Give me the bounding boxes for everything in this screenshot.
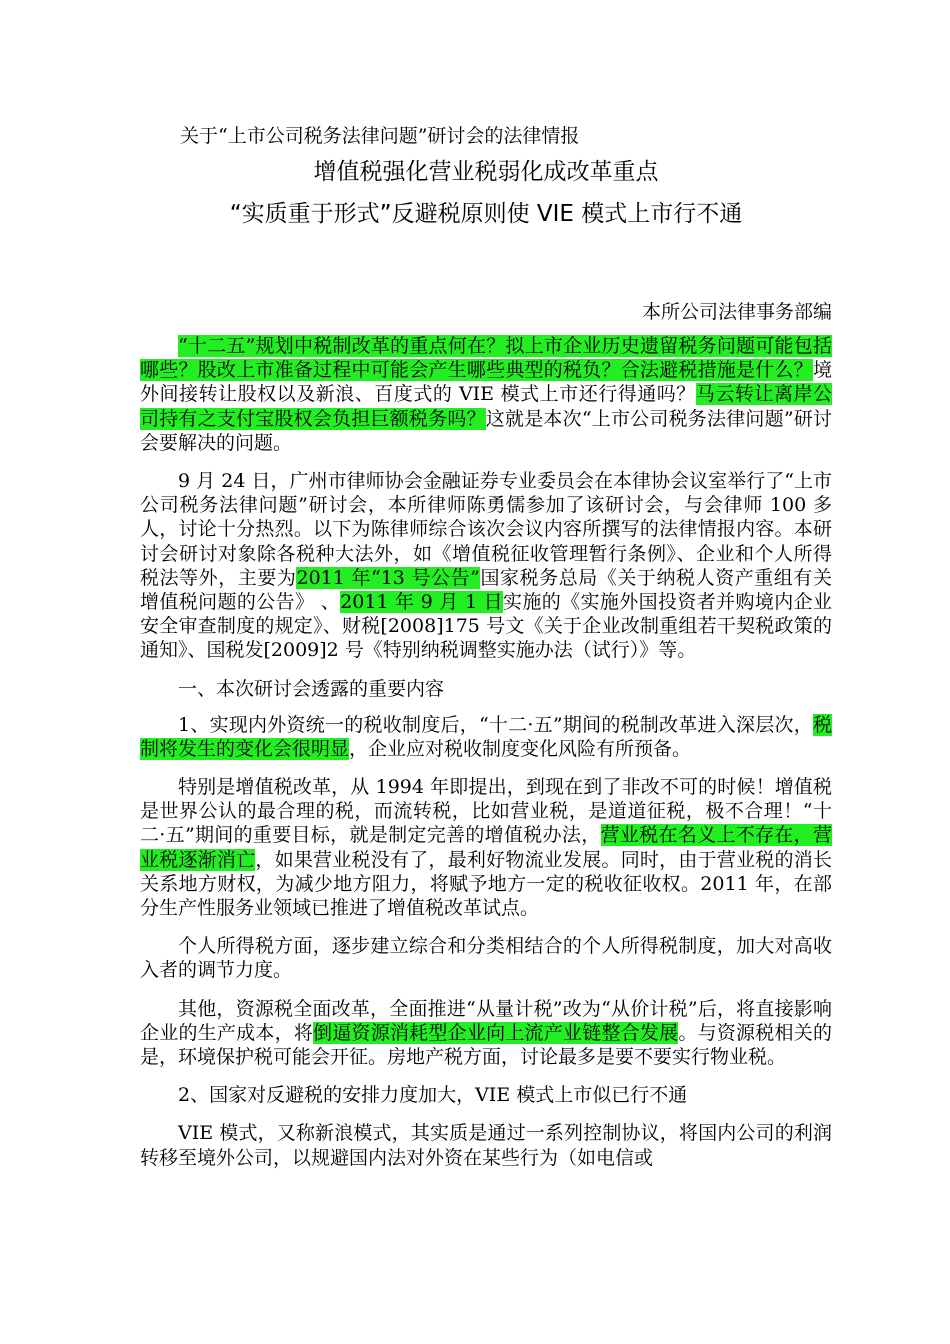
paragraph-background (140, 469, 832, 663)
text-run: 。与资源税相关的是，环境保护税可能会开征。房地产税方面，讨论最多是要不要实行物业税。 (140, 1021, 832, 1069)
text-run: 实施的《实施外国投资者并购境内企业安全审查制度的规定》、财税[2008]175 号文《关于企业改制重组若干契税政策的通知》、国税发[2009]2 号《特别纳税调整实施办法（试行）》等。 (140, 591, 832, 662)
paragraph-point-1 (140, 713, 832, 761)
byline: 本所公司法律事务部编 (641, 301, 832, 323)
paragraph-point-2: 2、国家对反避税的安排力度加大，VIE 模式上市似已行不通 (178, 1084, 688, 1107)
highlight: 2011 年 9 月 1 日 (340, 591, 503, 614)
text-run: ，企业应对税收制度变化风险有所预备。 (349, 737, 692, 760)
highlight: 2011 年“13 号公告” (296, 566, 480, 589)
highlight: 倒逼资源消耗型企业向上流产业链整合发展 (313, 1021, 679, 1044)
text-run: 境外间接转让股权以及新浪、百度式的 VIE 模式上市还行得通吗？ (140, 359, 832, 406)
main-title: 增值税强化营业税弱化成改革重点 (313, 159, 659, 185)
highlight: 税制将发生的变化会很明显 (140, 713, 832, 760)
text-run: 特别是增值税改革，从 1994 年即提出，到现在到了非改不可的时候！增值税是世界公认的最合理的税，而流转税，比如营业税，是道道征税，极不合理！“十二·五”期间的重要目标，就是制定完善的增值税办法， (140, 776, 832, 847)
text-run: 这就是本次“上市公司税务法律问题”研讨会要解决的问题。 (140, 407, 832, 454)
text-run: 1、实现内外资统一的税收制度后，“十二·五”期间的税制改革进入深层次， (178, 713, 813, 736)
intro-line: 关于“上市公司税务法律问题”研讨会的法律情报 (180, 125, 580, 147)
paragraph-vat-reform (140, 775, 832, 920)
highlight: 马云转让离岸公司持有之支付宝股权会负担巨额税务吗？ (140, 383, 832, 430)
document-body (140, 334, 832, 1184)
highlight: “十二五”规划中税制改革的重点何在？拟上市企业历史遗留税务问题可能包括哪些？股改上市准备过程中可能会产生哪些典型的税负？合法避税措施是什么？ (140, 335, 832, 382)
section-heading: 一、本次研讨会透露的重要内容 (178, 677, 445, 700)
text-run: 其他，资源税全面改革，全面推进“从量计税”改为“从价计税”后，将直接影响企业的生产成本，将 (140, 997, 832, 1044)
paragraph-income-tax: 个人所得税方面，逐步建立综合和分类相结合的个人所得税制度，加大对高收入者的调节力度。 (140, 935, 832, 982)
highlight: 营业税在名义上不存在，营业税逐渐消亡 (140, 824, 832, 871)
paragraph-vie: VIE 模式，又称新浪模式，其实质是通过一系列控制协议，将国内公司的利润转移至境外公司，以规避国内法对外资在某些行为（如电信或 (140, 1122, 832, 1169)
text-run: 国家税务总局《关于纳税人资产重组有关增值税问题的公告》 、 (140, 566, 832, 614)
paragraph-intro (140, 334, 832, 455)
paragraph-resource-tax (140, 997, 832, 1070)
text-run: 9 月 24 日，广州市律师协会金融证券专业委员会在本律协会议室举行了“上市公司税务法律问题”研讨会，本所律师陈勇儒参加了该研讨会，与会律师 100 多人，讨论十分热烈。以下为陈律师综合该次会议内容所撰写的法律情报内容。本研讨会研讨对象除各税种大法外，如《增值税征收管理暂行条例》、企业和个人所得税法等外，主要为 (140, 470, 832, 589)
sub-title: “实质重于形式”反避税原则使 VIE 模式上市行不通 (229, 201, 743, 227)
text-run: ，如果营业税没有了，最利好物流业发展。同时，由于营业税的消长关系地方财权，为减少地方阻力，将赋予地方一定的税收征收权。2011 年，在部分生产性服务业领域已推进了增值税改革试点。 (140, 848, 832, 920)
